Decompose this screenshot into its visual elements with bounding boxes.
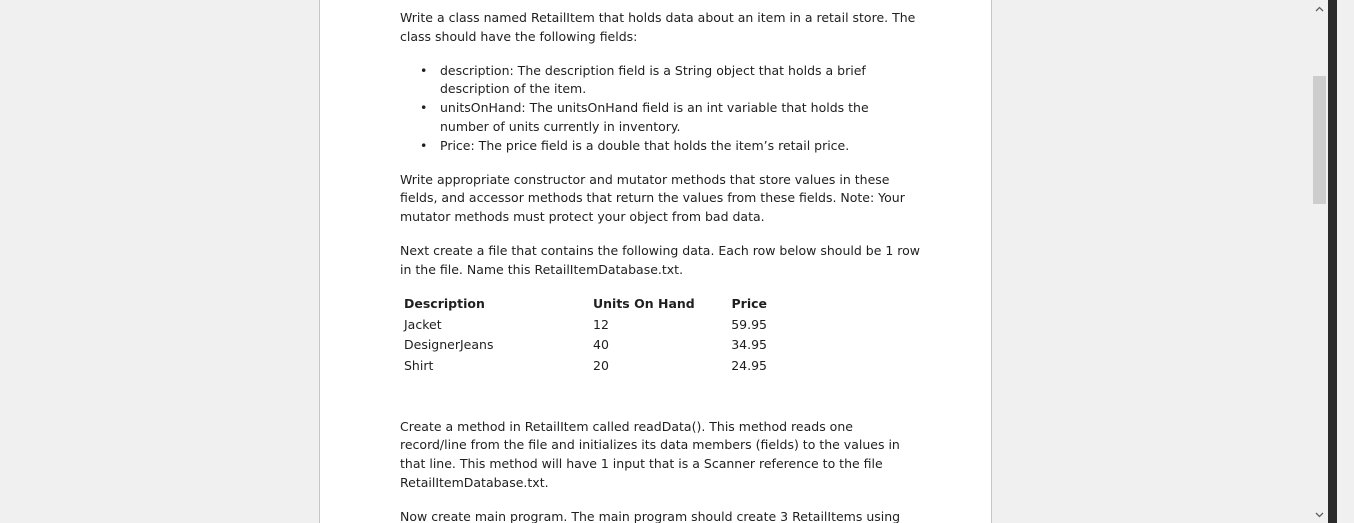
background-strip: [1337, 0, 1354, 523]
data-table: [404, 295, 767, 377]
table-header-row: [404, 295, 767, 316]
table-cell: 12: [593, 316, 609, 332]
list-item: [400, 99, 880, 137]
bullet-icon: •: [420, 100, 428, 116]
window-edge: [1328, 0, 1337, 523]
fields-list: [400, 62, 920, 156]
column-header-price: Price: [731, 296, 767, 312]
column-header-description: Description: [404, 296, 485, 312]
table-cell: 40: [593, 337, 609, 353]
methods-paragraph: Write appropriate constructor and mutator methods that store values in these fields, and accessor methods that return the values from these fields. Note: Your mutator methods must protect your object from bad data.: [400, 171, 905, 225]
scroll-down-button[interactable]: [1311, 506, 1328, 523]
list-item: [400, 137, 880, 156]
chevron-up-icon: [1315, 6, 1324, 12]
bullet-icon: •: [420, 137, 428, 153]
table-cell: DesignerJeans: [404, 337, 494, 353]
document-page: [319, 0, 992, 523]
vertical-scrollbar[interactable]: [1311, 0, 1328, 523]
table-cell: Shirt: [404, 357, 434, 373]
readdata-paragraph: Create a method in RetailItem called readData(). This method reads one record/line from the file and initializes its data members (fields) to the values in that line. This method will have 1 input that is a Scanner reference to the file RetailItemDatabase.txt.: [400, 418, 900, 490]
file-paragraph: Next create a file that contains the following data. Each row below should be 1 row in the file. Name this RetailItemDatabase.txt.: [400, 242, 921, 277]
table-cell: 34.95: [731, 337, 767, 353]
chevron-down-icon: [1315, 512, 1324, 518]
document-body: [400, 9, 920, 523]
main-paragraph: Now create main program. The main program should create 3 RetailItems using: [400, 508, 901, 523]
list-item-text: description: The description field is a String object that holds a brief description of the item.: [440, 62, 866, 97]
scroll-thumb[interactable]: [1313, 76, 1326, 204]
table-row: [404, 356, 767, 377]
intro-paragraph: Write a class named RetailItem that holds data about an item in a retail store. The class should have the following fields:: [400, 10, 916, 44]
table-cell: Jacket: [404, 316, 442, 332]
list-item-text: Price: The price field is a double that holds the item’s retail price.: [440, 137, 850, 153]
bullet-icon: •: [420, 62, 428, 78]
scroll-up-button[interactable]: [1311, 0, 1328, 17]
table-row: [404, 315, 767, 336]
list-item: [400, 62, 880, 100]
table-cell: 24.95: [731, 357, 767, 373]
table-cell: 59.95: [731, 316, 767, 332]
table-row: [404, 336, 767, 357]
table-cell: 20: [593, 357, 609, 373]
list-item-text: unitsOnHand: The unitsOnHand field is an int variable that holds the number of units currently in inventory.: [440, 100, 869, 134]
column-header-units: Units On Hand: [593, 296, 695, 312]
